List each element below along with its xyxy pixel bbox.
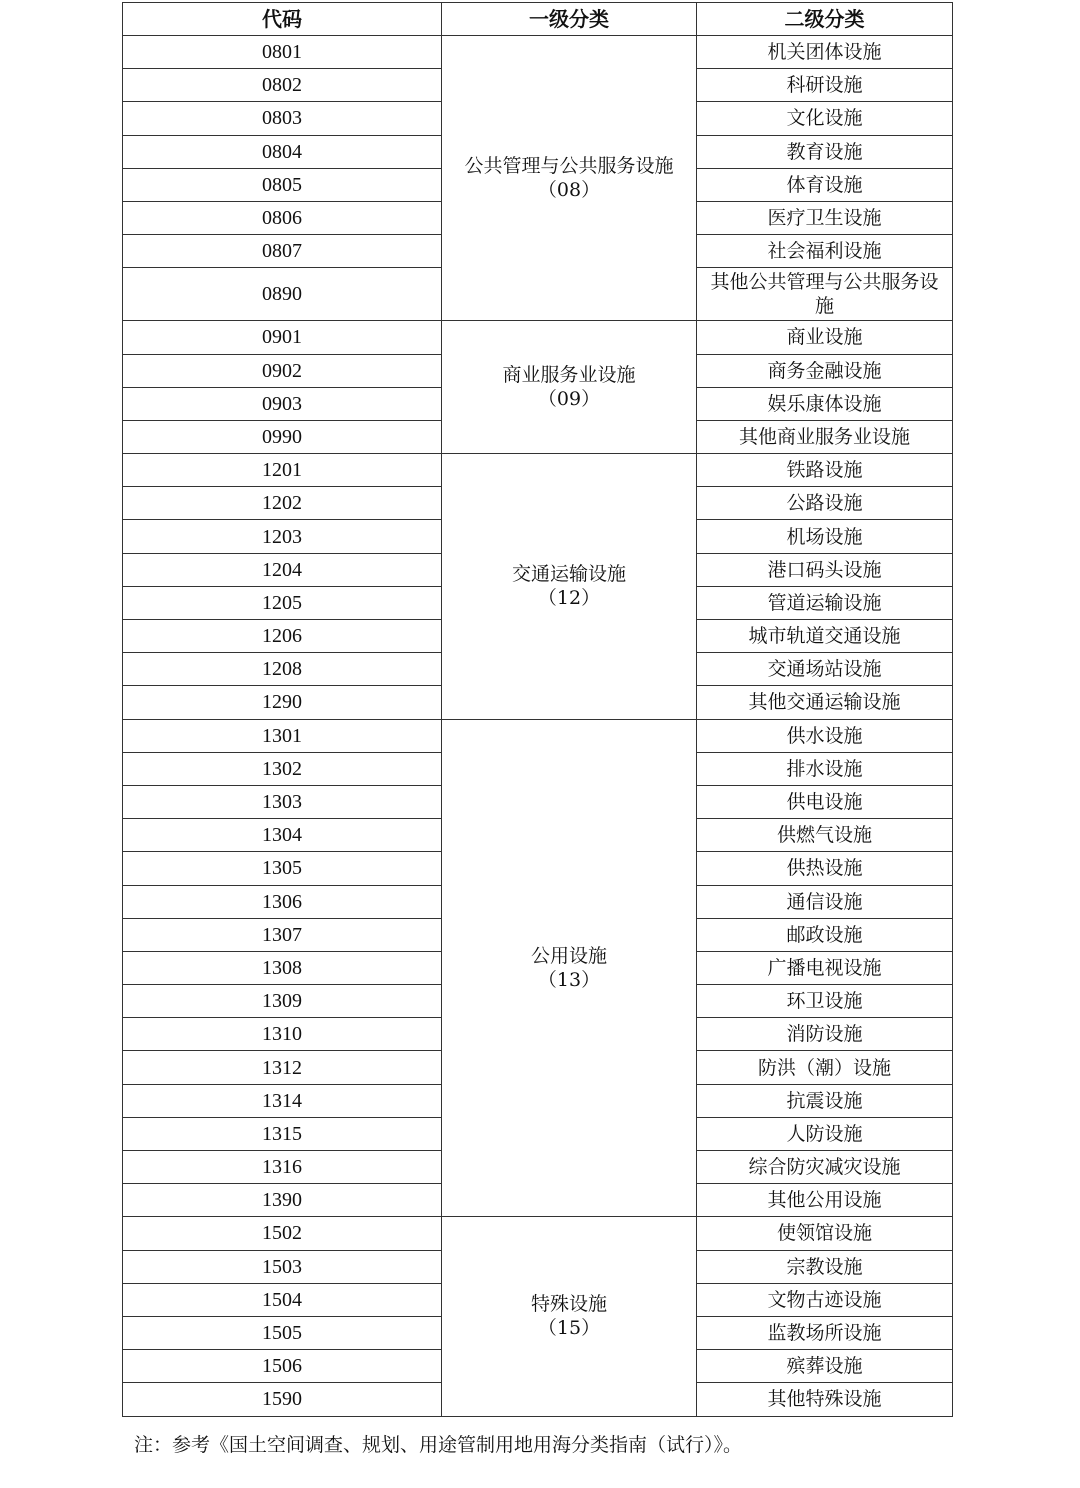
level2-category: 人防设施 (697, 1117, 953, 1150)
classification-table (122, 2, 953, 1417)
level1-code: （12） (537, 587, 601, 610)
level2-category: 排水设施 (697, 752, 953, 785)
level2-category: 供电设施 (697, 785, 953, 818)
row-code: 0803 (123, 102, 442, 135)
table-body (123, 36, 953, 1417)
footnote: 注：参考《国土空间调查、规划、用途管制用地用海分类指南（试行）》。 (134, 1434, 743, 1456)
row-code: 0807 (123, 235, 442, 268)
level2-category: 其他商业服务业设施 (697, 420, 953, 453)
level1-category (442, 1217, 697, 1416)
row-code: 1303 (123, 785, 442, 818)
level2-category: 供水设施 (697, 719, 953, 752)
row-code: 1316 (123, 1151, 442, 1184)
level1-category (442, 321, 697, 454)
row-code: 1290 (123, 686, 442, 719)
level1-name: 交通运输设施 (511, 563, 626, 586)
table-row (123, 36, 953, 69)
level1-category (442, 36, 697, 321)
row-code: 1306 (123, 885, 442, 918)
row-code: 0801 (123, 36, 442, 69)
row-code: 1506 (123, 1350, 442, 1383)
table-row (123, 719, 953, 752)
level2-category: 综合防灾减灾设施 (697, 1151, 953, 1184)
row-code: 1310 (123, 1018, 442, 1051)
level2-category: 机关团体设施 (697, 36, 953, 69)
row-code: 1307 (123, 918, 442, 951)
row-code: 1504 (123, 1283, 442, 1316)
level2-category: 其他公用设施 (697, 1184, 953, 1217)
level2-category: 商业设施 (697, 321, 953, 354)
level2-category: 广播电视设施 (697, 951, 953, 984)
level2-category: 通信设施 (697, 885, 953, 918)
level2-category: 城市轨道交通设施 (697, 620, 953, 653)
row-code: 1503 (123, 1250, 442, 1283)
table-row (123, 321, 953, 354)
row-code: 1203 (123, 520, 442, 553)
level2-category: 铁路设施 (697, 454, 953, 487)
level2-category: 体育设施 (697, 168, 953, 201)
level2-category: 公路设施 (697, 487, 953, 520)
level2-category: 教育设施 (697, 135, 953, 168)
row-code: 0805 (123, 168, 442, 201)
header-level1: 一级分类 (442, 3, 697, 36)
table-row (123, 454, 953, 487)
level2-category: 科研设施 (697, 69, 953, 102)
level2-category: 殡葬设施 (697, 1350, 953, 1383)
level2-category: 邮政设施 (697, 918, 953, 951)
row-code: 1304 (123, 819, 442, 852)
level2-category: 监教场所设施 (697, 1316, 953, 1349)
level2-category: 机场设施 (697, 520, 953, 553)
row-code: 1204 (123, 553, 442, 586)
row-code: 1202 (123, 487, 442, 520)
level2-category: 消防设施 (697, 1018, 953, 1051)
level2-category: 环卫设施 (697, 985, 953, 1018)
row-code: 0806 (123, 201, 442, 234)
level2-category: 其他交通运输设施 (697, 686, 953, 719)
level2-category: 供热设施 (697, 852, 953, 885)
row-code: 1315 (123, 1117, 442, 1150)
level2-category: 宗教设施 (697, 1250, 953, 1283)
level1-name: 公共管理与公共服务设施 (464, 155, 674, 178)
row-code: 1505 (123, 1316, 442, 1349)
header-code: 代码 (123, 3, 442, 36)
row-code: 1309 (123, 985, 442, 1018)
row-code: 1305 (123, 852, 442, 885)
row-code: 1205 (123, 586, 442, 619)
level1-code: （13） (537, 968, 601, 991)
row-code: 1201 (123, 454, 442, 487)
row-code: 1390 (123, 1184, 442, 1217)
level2-category: 抗震设施 (697, 1084, 953, 1117)
level1-code: （08） (537, 179, 601, 202)
row-code: 1312 (123, 1051, 442, 1084)
level2-category: 使领馆设施 (697, 1217, 953, 1250)
level1-name: 特殊设施 (530, 1293, 607, 1316)
level1-category (442, 454, 697, 720)
level1-code: （15） (537, 1317, 601, 1340)
row-code: 0990 (123, 420, 442, 453)
level1-code: （09） (537, 388, 601, 411)
level2-category: 其他公共管理与公共服务设施 (697, 268, 953, 321)
row-code: 1590 (123, 1383, 442, 1416)
table-row (123, 1217, 953, 1250)
row-code: 0802 (123, 69, 442, 102)
level2-category: 防洪（潮）设施 (697, 1051, 953, 1084)
level2-category: 商务金融设施 (697, 354, 953, 387)
level2-category: 娱乐康体设施 (697, 387, 953, 420)
level1-category (442, 719, 697, 1217)
row-code: 0902 (123, 354, 442, 387)
level2-category: 港口码头设施 (697, 553, 953, 586)
level2-category: 文物古迹设施 (697, 1283, 953, 1316)
level2-category: 医疗卫生设施 (697, 201, 953, 234)
row-code: 1302 (123, 752, 442, 785)
row-code: 0804 (123, 135, 442, 168)
row-code: 0901 (123, 321, 442, 354)
row-code: 1308 (123, 951, 442, 984)
header-level2: 二级分类 (697, 3, 953, 36)
row-code: 1206 (123, 620, 442, 653)
row-code: 1301 (123, 719, 442, 752)
level2-category: 管道运输设施 (697, 586, 953, 619)
header-row (123, 3, 953, 36)
level2-category: 社会福利设施 (697, 235, 953, 268)
level2-category: 供燃气设施 (697, 819, 953, 852)
level2-category: 文化设施 (697, 102, 953, 135)
row-code: 1208 (123, 653, 442, 686)
row-code: 0890 (123, 268, 442, 321)
level1-name: 公用设施 (530, 944, 607, 967)
level2-category: 交通场站设施 (697, 653, 953, 686)
level1-name: 商业服务业设施 (502, 364, 636, 387)
row-code: 0903 (123, 387, 442, 420)
row-code: 1502 (123, 1217, 442, 1250)
row-code: 1314 (123, 1084, 442, 1117)
level2-category: 其他特殊设施 (697, 1383, 953, 1416)
